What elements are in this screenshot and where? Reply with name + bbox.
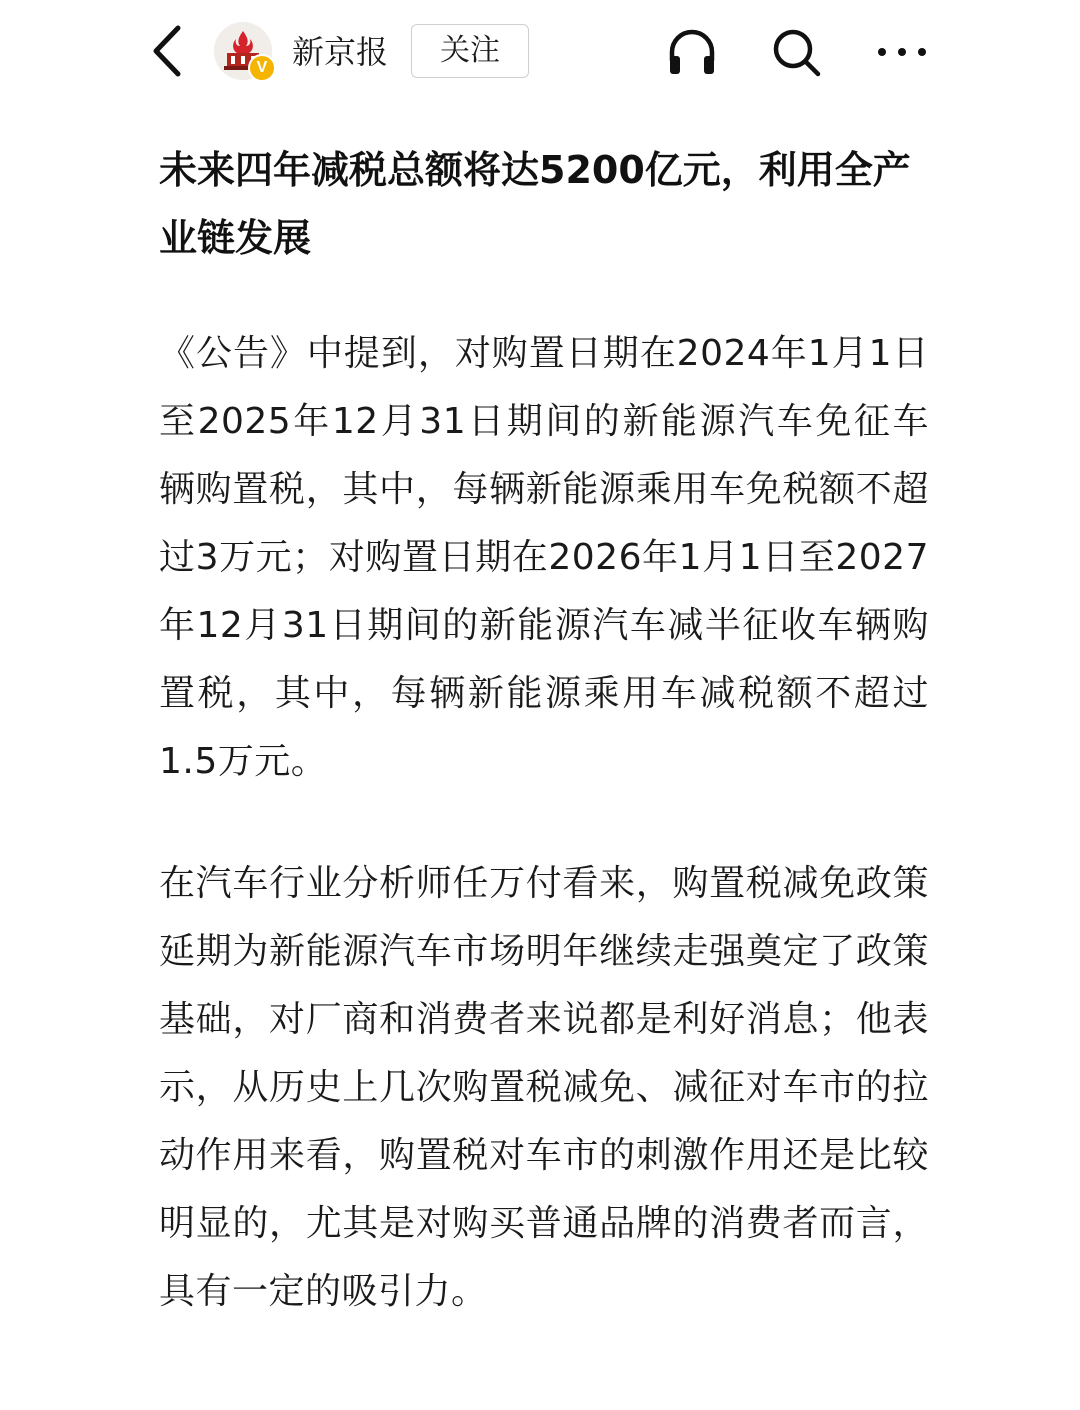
article-paragraph: 《公告》中提到，对购置日期在2024年1月1日至2025年12月31日期间的新能源汽车免征车辆购置税，其中，每辆新能源乘用车免税额不超过3万元；对购置日期在2026年1月1日至2027年12月31日期间的新能源汽车减半征收车辆购置税，其中，每辆新能源乘用车减税额不超过1.5万元。 xyxy=(159,333,929,782)
headphones-icon xyxy=(662,22,722,82)
back-arrow-icon xyxy=(140,20,196,82)
search-icon xyxy=(766,22,826,82)
more-icon xyxy=(872,22,932,82)
top-navigation-bar xyxy=(0,0,1080,104)
verified-badge: V xyxy=(248,54,276,82)
more-button[interactable] xyxy=(872,22,932,82)
account-name[interactable]: 新京报 xyxy=(292,33,389,71)
article-paragraph: 在汽车行业分析师任万付看来，购置税减免政策延期为新能源汽车市场明年继续走强奠定了政策基础，对厂商和消费者来说都是利好消息；他表示，从历史上几次购置税减免、减征对车市的拉动作用来看，购置税对车市的刺激作用还是比较明显的，尤其是对购买普通品牌的消费者而言，具有一定的吸引力。 xyxy=(159,863,929,1312)
article-headline: 未来四年减税总额将达5200亿元，利用全产业链发展 xyxy=(159,148,911,260)
follow-button[interactable]: 关注 xyxy=(411,24,529,78)
listen-button[interactable] xyxy=(662,22,722,82)
avatar[interactable] xyxy=(214,22,272,80)
back-button[interactable] xyxy=(140,20,196,82)
search-button[interactable] xyxy=(766,22,826,82)
